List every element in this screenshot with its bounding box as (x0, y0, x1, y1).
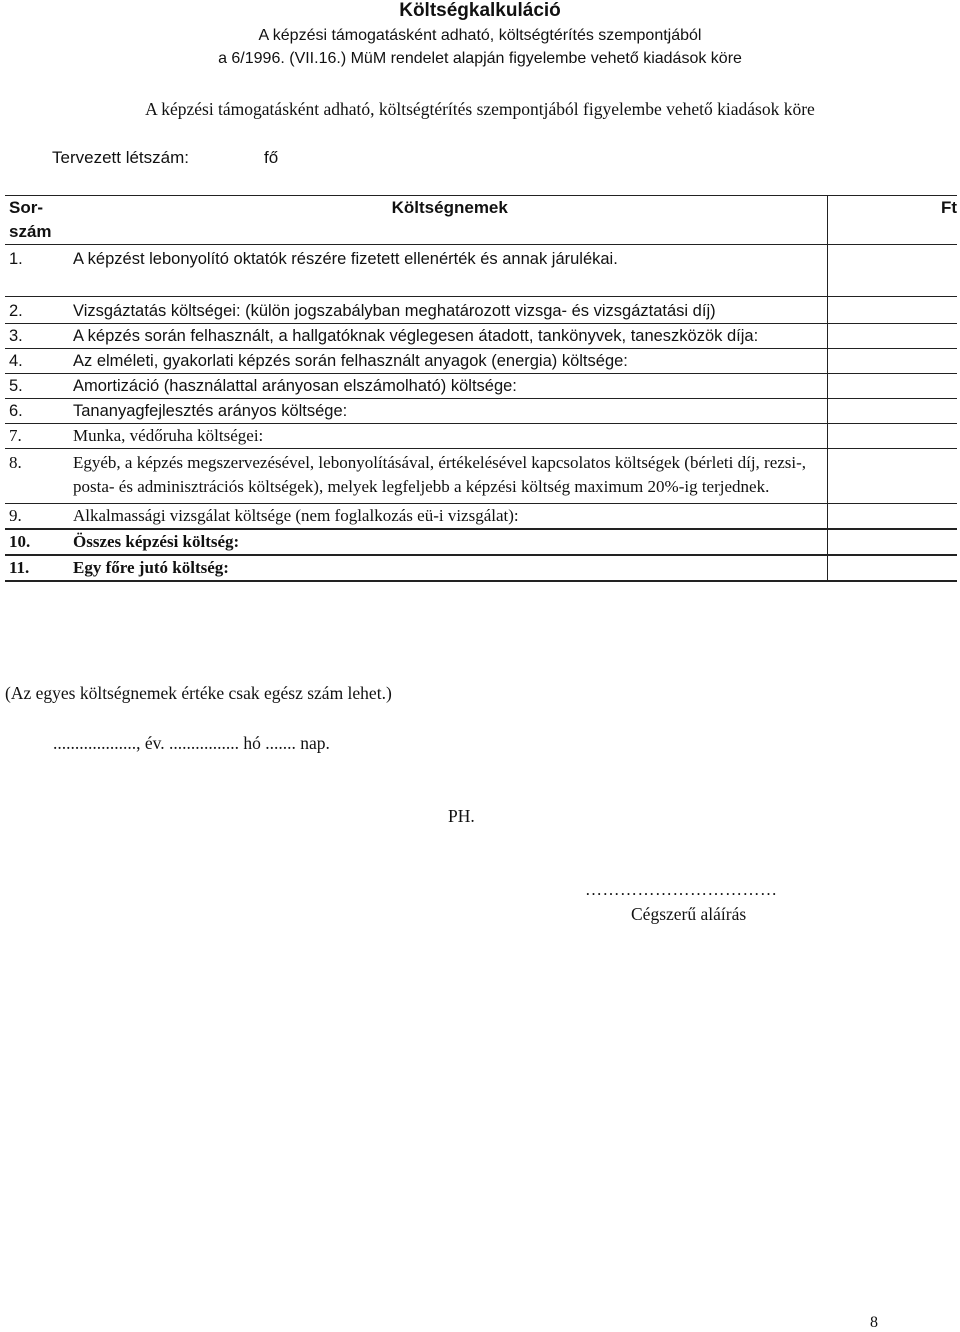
signature-line: …………………………… (585, 880, 778, 899)
row-amount[interactable] (827, 424, 957, 449)
row-number: 6. (9, 402, 23, 420)
row-number: 11. (9, 558, 30, 577)
planned-headcount (52, 148, 279, 168)
row-label: Alkalmassági vizsgálat költsége (nem foglalkozás eü-i vizsgálat): (73, 506, 519, 525)
row-amount[interactable] (827, 529, 957, 555)
row-label: Tananyagfejlesztés arányos költsége: (73, 402, 348, 420)
table-row (5, 374, 957, 399)
subtitle-line-2: a 6/1996. (VII.16.) MüM rendelet alapján figyelembe vehető kiadások köre (218, 50, 742, 67)
col-header-number: Sor- szám (9, 198, 52, 241)
row-number: 5. (9, 377, 23, 395)
row-number: 10. (9, 532, 31, 551)
table-row (5, 324, 957, 349)
row-label: A képzés során felhasznált, a hallgatóknak véglegesen átadott, tankönyvek, taneszközök díja: (73, 327, 759, 345)
row-amount[interactable] (827, 349, 957, 374)
planned-headcount-label: Tervezett létszám: (52, 148, 189, 167)
page-title: Költségkalkuláció (399, 0, 561, 21)
row-amount[interactable] (827, 504, 957, 530)
row-label: Egy főre jutó költség: (73, 558, 229, 577)
integer-note: (Az egyes költségnemek értéke csak egész szám lehet.) (5, 683, 392, 703)
table-row (5, 399, 957, 424)
table-row-total (5, 529, 957, 555)
row-number: 1. (9, 250, 23, 268)
date-line: ..................., év. ................ hó ....... nap. (53, 733, 330, 753)
col-header-category: Költségnemek (391, 198, 508, 217)
cost-table-header (5, 196, 957, 245)
table-row (5, 449, 957, 504)
row-amount[interactable] (827, 297, 957, 324)
planned-headcount-unit: fő (264, 148, 279, 167)
row-label: Amortizáció (használattal arányosan elszámolható) költsége: (73, 377, 517, 395)
row-number: 3. (9, 327, 23, 345)
stamp-placeholder: PH. (448, 806, 475, 826)
row-label: Az elméleti, gyakorlati képzés során felhasznált anyagok (energia) költsége: (73, 352, 628, 370)
row-number: 7. (9, 426, 22, 445)
row-amount[interactable] (827, 324, 957, 349)
table-row (5, 504, 957, 530)
row-amount[interactable] (827, 449, 957, 504)
page-number: 8 (870, 1314, 878, 1331)
signature-caption: Cégszerű aláírás (631, 904, 747, 924)
row-label: Vizsgáztatás költségei: (külön jogszabályban meghatározott vizsga- és vizsgáztatási díj) (73, 302, 716, 320)
row-amount[interactable] (827, 245, 957, 297)
row-label: Összes képzési költség: (73, 532, 240, 551)
table-row (5, 424, 957, 449)
row-amount[interactable] (827, 399, 957, 424)
row-number: 8. (9, 453, 22, 472)
table-row (5, 297, 957, 324)
row-label: Egyéb, a képzés megszervezésével, lebonyolításával, értékelésével kapcsolatos költségek (bérleti díj, rezsi-, posta- és adminisztrációs költségek), melyek legfeljebb a képzési költség maximum 20%-ig terjednek. (73, 453, 807, 496)
row-number: 4. (9, 352, 23, 370)
subtitle-line-1: A képzési támogatásként adható, költségtérítés szempontjából (258, 27, 702, 44)
table-row (5, 245, 957, 297)
table-row-per-person (5, 555, 957, 581)
row-number: 9. (9, 506, 22, 525)
cost-table (5, 195, 957, 582)
row-label: A képzést lebonyolító oktatók részére fizetett ellenérték és annak járulékai. (73, 250, 618, 268)
table-row (5, 349, 957, 374)
row-amount[interactable] (827, 555, 957, 581)
scope-heading: A képzési támogatásként adható, költségtérítés szempontjából figyelembe vehető kiadások köre (145, 99, 815, 119)
row-label: Munka, védőruha költségei: (73, 426, 264, 445)
row-amount[interactable] (827, 374, 957, 399)
col-header-amount: Ft (827, 196, 957, 245)
row-number: 2. (9, 302, 23, 320)
